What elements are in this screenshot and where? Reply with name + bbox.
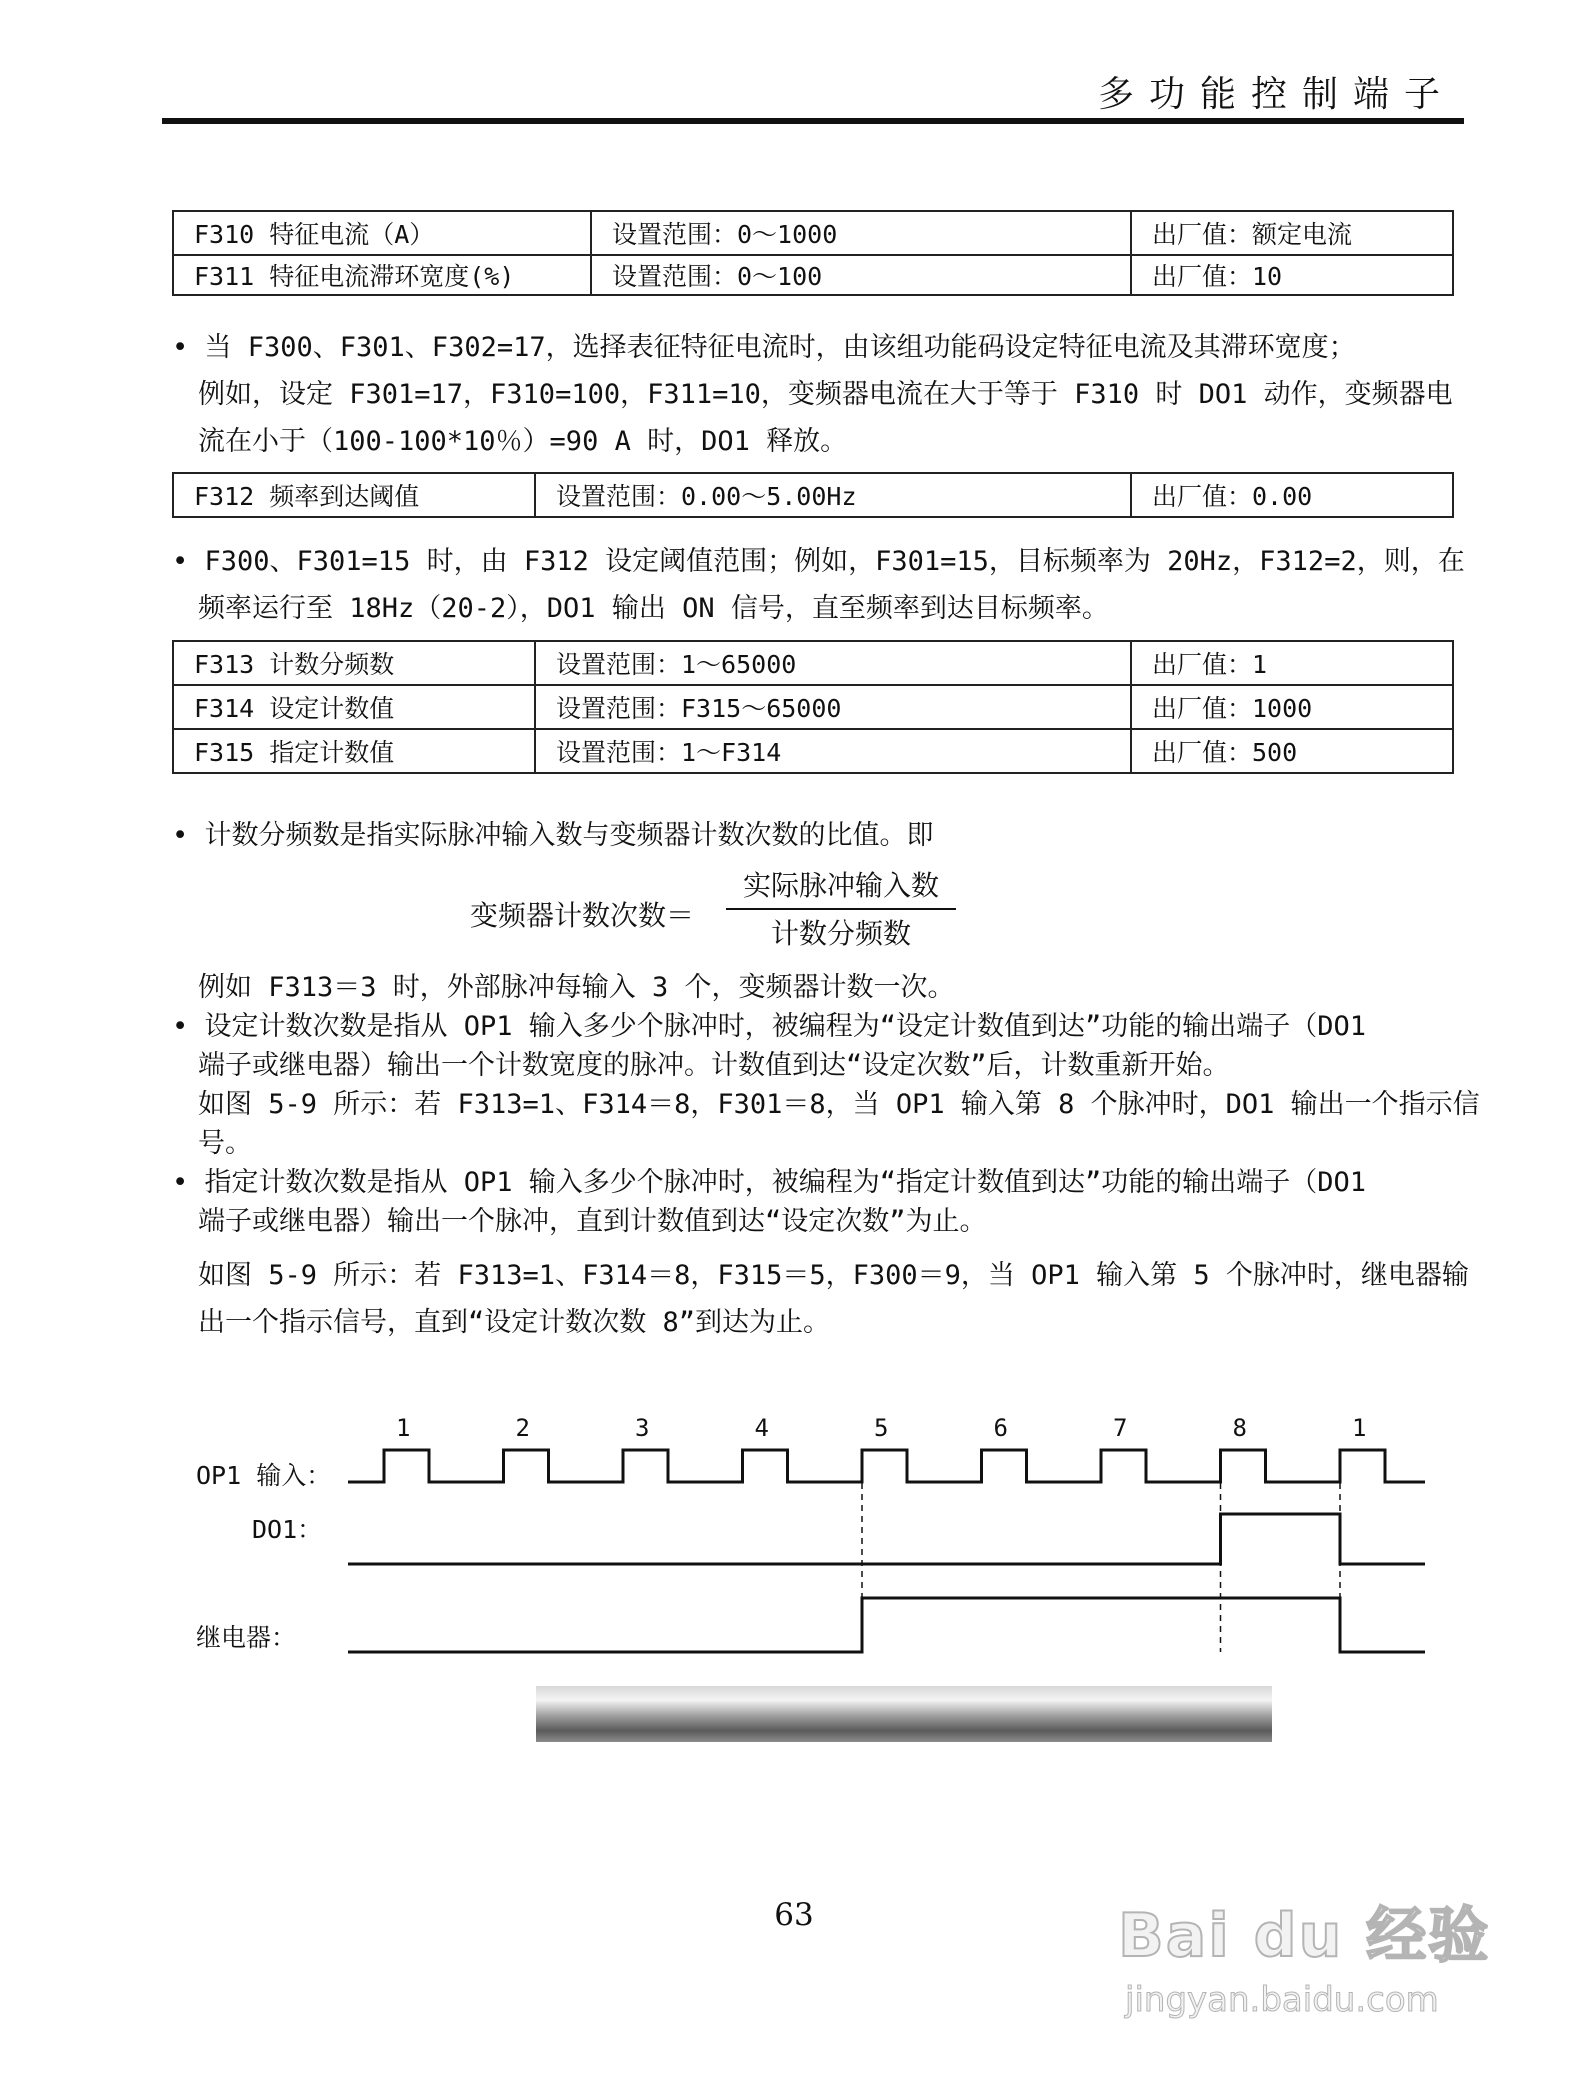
do1-waveform <box>348 1514 1425 1564</box>
parameter-name: F312 频率到达阈值 <box>173 473 535 517</box>
paragraph-line: 例如，设定 F301=17，F310=100，F311=10，变频器电流在大于等于 F310 时 DO1 动作，变频器电 <box>198 379 1453 410</box>
page-header-title: 多功能控制端子 <box>1097 74 1455 115</box>
parameter-table-f310-f311 <box>172 210 1454 296</box>
parameter-row <box>173 641 1453 685</box>
paragraph-line: 端子或继电器）输出一个计数宽度的脉冲。计数值到达“设定次数”后，计数重新开始。 <box>198 1050 1230 1081</box>
parameter-default: 出厂值：额定电流 <box>1131 211 1453 255</box>
parameter-default: 出厂值：1 <box>1131 641 1453 685</box>
paragraph-line: 号。 <box>198 1128 252 1159</box>
paragraph-line: 端子或继电器）输出一个脉冲，直到计数值到达“设定次数”为止。 <box>198 1206 987 1237</box>
pulse-number-label: 6 <box>993 1414 1008 1442</box>
formula-lhs: 变频器计数次数＝ <box>470 899 695 932</box>
pulse-number-label: 8 <box>1232 1414 1247 1442</box>
parameter-default: 出厂值：1000 <box>1131 685 1453 729</box>
paragraph-line: • 当 F300、F301、F302=17，选择表征特征电流时，由该组功能码设定特征电流及其滞环宽度； <box>172 332 1356 363</box>
parameter-name: F313 计数分频数 <box>173 641 535 685</box>
parameter-row <box>173 255 1453 295</box>
paragraph-count-description <box>172 968 1480 1241</box>
baidu-watermark-logo: Bai du 经验 <box>1118 1901 1491 1971</box>
parameter-name: F311 特征电流滞环宽度(%) <box>173 255 591 295</box>
pulse-number-label: 2 <box>515 1414 530 1442</box>
parameter-range: 设置范围：1～65000 <box>535 641 1131 685</box>
formula-fraction-bar <box>726 908 956 910</box>
parameter-name: F310 特征电流（A） <box>173 211 591 255</box>
paragraph-line: 频率运行至 18Hz（20-2），DO1 输出 ON 信号，直至频率到达目标频率。 <box>198 593 1109 624</box>
op1-signal-label: OP1 输入： <box>196 1461 332 1490</box>
page-number: 63 <box>774 1897 814 1933</box>
header-rule <box>162 118 1464 124</box>
pulse-number-label: 1 <box>1352 1414 1367 1442</box>
parameter-name: F315 指定计数值 <box>173 729 535 773</box>
formula-numerator: 实际脉冲输入数 <box>742 869 939 902</box>
pulse-timing-diagram <box>0 1400 1588 1680</box>
pulse-number-label: 1 <box>396 1414 411 1442</box>
paragraph-count-division <box>172 812 1462 859</box>
formula-denominator: 计数分频数 <box>770 917 911 950</box>
pulse-number-label: 5 <box>874 1414 889 1442</box>
parameter-default: 出厂值：10 <box>1131 255 1453 295</box>
paragraph-line: 例如 F313＝3 时，外部脉冲每输入 3 个，变频器计数一次。 <box>198 972 955 1003</box>
parameter-default: 出厂值：0.00 <box>1131 473 1453 517</box>
pulse-number-label: 3 <box>635 1414 650 1442</box>
parameter-range: 设置范围：0.00～5.00Hz <box>535 473 1131 517</box>
paragraph-specified-count-example <box>172 1252 1469 1346</box>
parameter-range: 设置范围：0～1000 <box>591 211 1131 255</box>
parameter-row <box>173 729 1453 773</box>
parameter-range: 设置范围：1～F314 <box>535 729 1131 773</box>
paragraph-line: 出一个指示信号，直到“设定计数次数 8”到达为止。 <box>198 1307 831 1338</box>
parameter-table-f313-f315 <box>172 640 1454 774</box>
paragraph-line: 如图 5-9 所示：若 F313=1、F314＝8，F315＝5，F300＝9，当 OP1 输入第 5 个脉冲时，继电器输 <box>198 1260 1469 1291</box>
parameter-row <box>173 685 1453 729</box>
op1-pulse-waveform <box>348 1450 1425 1482</box>
paragraph-feature-current <box>172 324 1462 465</box>
paragraph-line: 流在小于（100-100*10％）=90 A 时，DO1 释放。 <box>198 426 848 457</box>
relay-waveform <box>348 1598 1425 1652</box>
parameter-range: 设置范围：0～100 <box>591 255 1131 295</box>
paragraph-line: 如图 5-9 所示：若 F313=1、F314＝8，F301＝8，当 OP1 输入第 8 个脉冲时，DO1 输出一个指示信 <box>198 1089 1480 1120</box>
parameter-row <box>173 211 1453 255</box>
parameter-row <box>173 473 1453 517</box>
paragraph-line: • F300、F301=15 时，由 F312 设定阈值范围；例如，F301=15，目标频率为 20Hz，F312=2，则，在 <box>172 546 1465 577</box>
baidu-watermark-url: jingyan.baidu.com <box>1125 1980 1439 2020</box>
paragraph-line: • 计数分频数是指实际脉冲输入数与变频器计数次数的比值。即 <box>172 820 934 851</box>
parameter-table-f312 <box>172 472 1454 518</box>
paragraph-line: • 设定计数次数是指从 OP1 输入多少个脉冲时，被编程为“设定计数值到达”功能的输出端子（DO1 <box>172 1011 1367 1042</box>
figure-caption-bar <box>536 1686 1272 1742</box>
do1-signal-label: DO1： <box>252 1515 323 1544</box>
pulse-number-label: 4 <box>754 1414 769 1442</box>
count-formula <box>470 864 970 964</box>
parameter-default: 出厂值：500 <box>1131 729 1453 773</box>
parameter-range: 设置范围：F315～65000 <box>535 685 1131 729</box>
parameter-name: F314 设定计数值 <box>173 685 535 729</box>
relay-signal-label: 继电器： <box>196 1623 297 1652</box>
pulse-number-label: 7 <box>1113 1414 1128 1442</box>
paragraph-line: • 指定计数次数是指从 OP1 输入多少个脉冲时，被编程为“指定计数值到达”功能的输出端子（DO1 <box>172 1167 1367 1198</box>
paragraph-frequency-threshold <box>172 538 1465 632</box>
